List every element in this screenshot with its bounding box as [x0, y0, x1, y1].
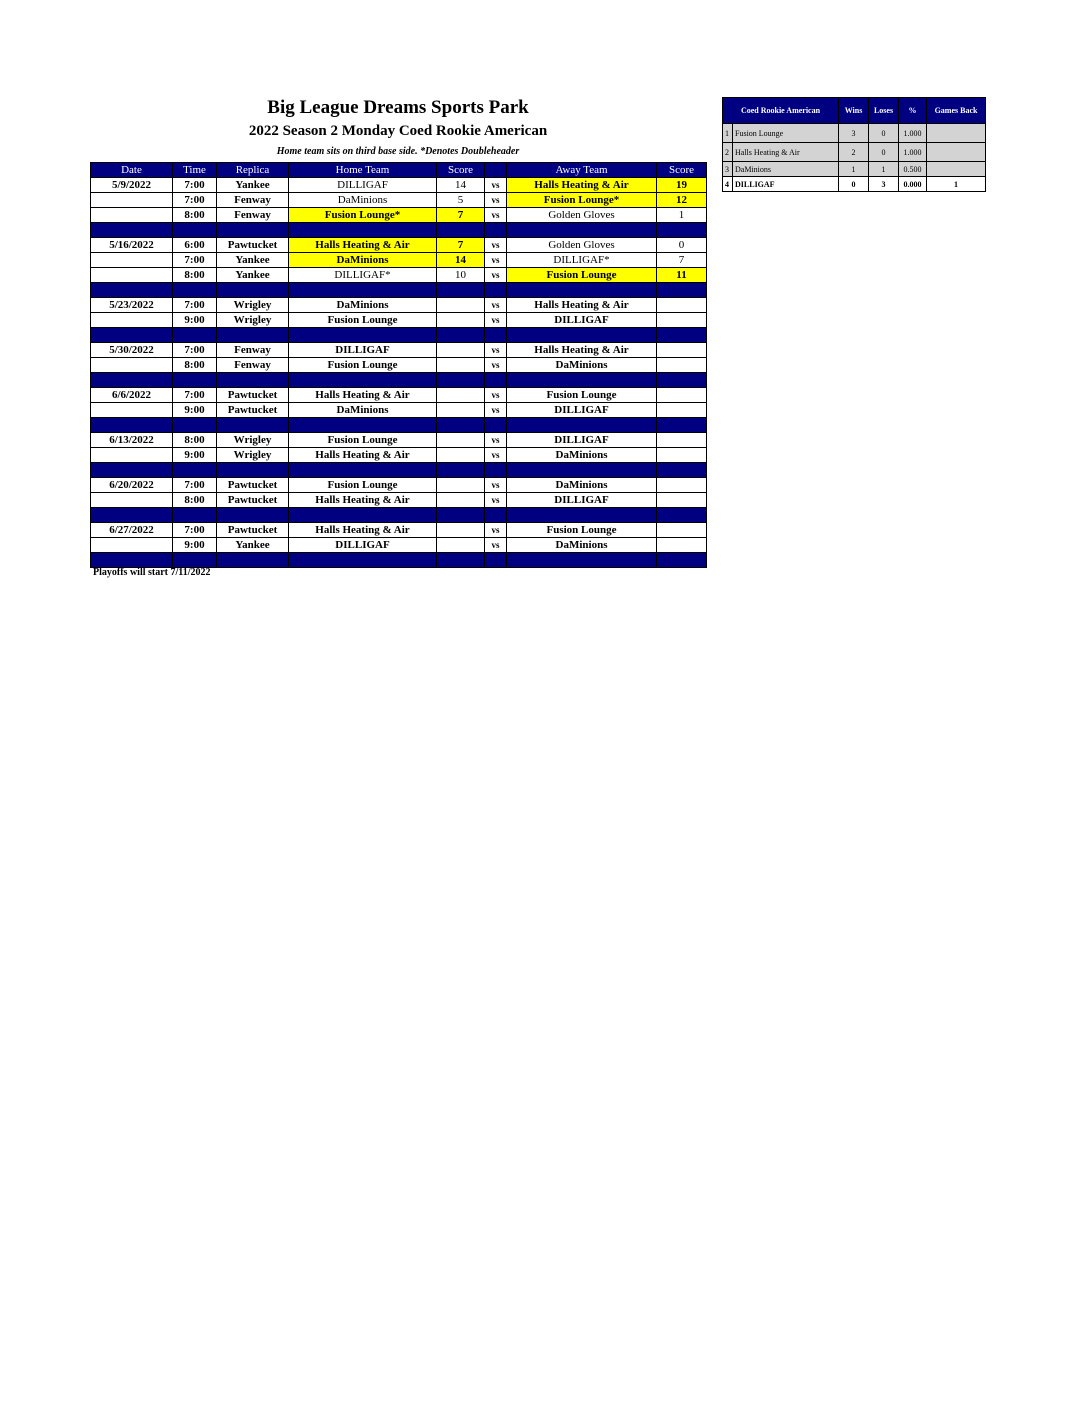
game-away-team: Golden Gloves — [507, 208, 657, 223]
week-separator — [91, 283, 707, 298]
game-home-team: Halls Heating & Air — [289, 493, 437, 508]
game-time: 8:00 — [173, 268, 217, 283]
standings-team: DILLIGAF — [733, 177, 839, 192]
playoffs-note: Playoffs will start 7/11/2022 — [93, 567, 211, 578]
game-away-score: 12 — [657, 193, 707, 208]
standings-rank: 1 — [723, 124, 733, 143]
game-time: 7:00 — [173, 253, 217, 268]
game-date — [91, 403, 173, 418]
game-vs: vs — [485, 268, 507, 283]
game-away-team: Halls Heating & Air — [507, 343, 657, 358]
col-away-score: Score — [657, 163, 707, 178]
schedule-header-row — [91, 163, 707, 178]
game-home-score: 14 — [437, 253, 485, 268]
game-home-score: 10 — [437, 268, 485, 283]
game-away-team: DaMinions — [507, 538, 657, 553]
game-replica: Wrigley — [217, 433, 289, 448]
game-vs: vs — [485, 403, 507, 418]
game-vs: vs — [485, 343, 507, 358]
game-vs: vs — [485, 433, 507, 448]
standings-row — [723, 162, 986, 177]
game-away-score: 1 — [657, 208, 707, 223]
game-away-team: Fusion Lounge — [507, 268, 657, 283]
game-date — [91, 208, 173, 223]
game-vs: vs — [485, 538, 507, 553]
schedule-table — [90, 162, 707, 568]
game-home-score — [437, 493, 485, 508]
game-date: 6/20/2022 — [91, 478, 173, 493]
week-separator — [91, 463, 707, 478]
standings-wins: 1 — [839, 162, 869, 177]
game-away-team: Golden Gloves — [507, 238, 657, 253]
game-away-team: DaMinions — [507, 478, 657, 493]
game-row — [91, 523, 707, 538]
week-separator — [91, 553, 707, 568]
game-date — [91, 358, 173, 373]
game-time: 9:00 — [173, 448, 217, 463]
game-date: 5/30/2022 — [91, 343, 173, 358]
game-away-score: 11 — [657, 268, 707, 283]
game-away-team: DaMinions — [507, 358, 657, 373]
game-home-score — [437, 448, 485, 463]
game-replica: Pawtucket — [217, 388, 289, 403]
game-away-score — [657, 343, 707, 358]
standings-col-division: Coed Rookie American — [723, 98, 839, 124]
standings-gb — [927, 143, 986, 162]
game-vs: vs — [485, 238, 507, 253]
game-date: 6/13/2022 — [91, 433, 173, 448]
game-home-team: DaMinions — [289, 403, 437, 418]
game-time: 6:00 — [173, 238, 217, 253]
game-home-team: Halls Heating & Air — [289, 523, 437, 538]
game-vs: vs — [485, 298, 507, 313]
standings-rank: 3 — [723, 162, 733, 177]
game-vs: vs — [485, 358, 507, 373]
game-away-score — [657, 433, 707, 448]
game-replica: Wrigley — [217, 448, 289, 463]
game-home-team: DILLIGAF — [289, 538, 437, 553]
game-replica: Wrigley — [217, 313, 289, 328]
game-row — [91, 388, 707, 403]
week-separator — [91, 418, 707, 433]
game-date: 5/9/2022 — [91, 178, 173, 193]
game-replica: Pawtucket — [217, 523, 289, 538]
standings-pct: 0.500 — [899, 162, 927, 177]
game-row — [91, 253, 707, 268]
standings-losses: 1 — [869, 162, 899, 177]
standings-losses: 3 — [869, 177, 899, 192]
standings-pct: 0.000 — [899, 177, 927, 192]
game-date: 6/27/2022 — [91, 523, 173, 538]
game-away-team: DILLIGAF — [507, 313, 657, 328]
game-away-team: Fusion Lounge — [507, 388, 657, 403]
game-time: 8:00 — [173, 358, 217, 373]
game-away-score — [657, 538, 707, 553]
standings-col-losses: Loses — [869, 98, 899, 124]
game-replica: Fenway — [217, 358, 289, 373]
game-away-score — [657, 313, 707, 328]
game-date — [91, 268, 173, 283]
game-row — [91, 493, 707, 508]
game-row — [91, 343, 707, 358]
game-date — [91, 493, 173, 508]
game-home-team: Fusion Lounge — [289, 313, 437, 328]
standings-team: Halls Heating & Air — [733, 143, 839, 162]
game-replica: Pawtucket — [217, 493, 289, 508]
game-vs: vs — [485, 313, 507, 328]
game-replica: Fenway — [217, 208, 289, 223]
game-away-score — [657, 448, 707, 463]
col-away-team: Away Team — [507, 163, 657, 178]
game-time: 7:00 — [173, 298, 217, 313]
game-home-score — [437, 358, 485, 373]
game-replica: Fenway — [217, 193, 289, 208]
standings-col-wins: Wins — [839, 98, 869, 124]
standings-row — [723, 124, 986, 143]
game-replica: Fenway — [217, 343, 289, 358]
page-subtitle: 2022 Season 2 Monday Coed Rookie American — [248, 123, 548, 139]
standings-pct: 1.000 — [899, 124, 927, 143]
standings-pct: 1.000 — [899, 143, 927, 162]
standings-row — [723, 143, 986, 162]
game-vs: vs — [485, 178, 507, 193]
game-home-team: DILLIGAF* — [289, 268, 437, 283]
game-replica: Pawtucket — [217, 478, 289, 493]
game-time: 8:00 — [173, 208, 217, 223]
game-row — [91, 358, 707, 373]
game-row — [91, 178, 707, 193]
week-separator — [91, 373, 707, 388]
col-vs — [485, 163, 507, 178]
game-vs: vs — [485, 208, 507, 223]
standings-row — [723, 177, 986, 192]
game-replica: Yankee — [217, 268, 289, 283]
game-replica: Pawtucket — [217, 403, 289, 418]
game-away-score — [657, 493, 707, 508]
game-replica: Wrigley — [217, 298, 289, 313]
game-row — [91, 193, 707, 208]
standings-gb: 1 — [927, 177, 986, 192]
game-away-score — [657, 403, 707, 418]
game-away-score: 19 — [657, 178, 707, 193]
game-row — [91, 208, 707, 223]
col-replica: Replica — [217, 163, 289, 178]
game-home-team: DaMinions — [289, 253, 437, 268]
standings-col-pct: % — [899, 98, 927, 124]
game-away-team: DaMinions — [507, 448, 657, 463]
game-vs: vs — [485, 478, 507, 493]
game-home-score — [437, 433, 485, 448]
game-time: 7:00 — [173, 478, 217, 493]
game-home-score — [437, 343, 485, 358]
game-row — [91, 433, 707, 448]
game-date: 6/6/2022 — [91, 388, 173, 403]
standings-wins: 2 — [839, 143, 869, 162]
game-row — [91, 238, 707, 253]
standings-table — [722, 97, 986, 192]
game-row — [91, 298, 707, 313]
game-time: 7:00 — [173, 193, 217, 208]
game-time: 7:00 — [173, 523, 217, 538]
game-away-team: Halls Heating & Air — [507, 178, 657, 193]
game-home-score — [437, 388, 485, 403]
game-replica: Yankee — [217, 253, 289, 268]
schedule-note: Home team sits on third base side. *Denotes Doubleheader — [276, 146, 520, 157]
game-time: 7:00 — [173, 388, 217, 403]
standings-wins: 3 — [839, 124, 869, 143]
col-home-team: Home Team — [289, 163, 437, 178]
game-away-score: 7 — [657, 253, 707, 268]
col-time: Time — [173, 163, 217, 178]
game-replica: Yankee — [217, 178, 289, 193]
standings-gb — [927, 162, 986, 177]
standings-rank: 2 — [723, 143, 733, 162]
standings-team: Fusion Lounge — [733, 124, 839, 143]
game-home-team: DaMinions — [289, 298, 437, 313]
game-row — [91, 313, 707, 328]
game-home-team: Fusion Lounge — [289, 433, 437, 448]
standings-losses: 0 — [869, 143, 899, 162]
week-separator — [91, 508, 707, 523]
game-time: 9:00 — [173, 313, 217, 328]
game-away-score — [657, 388, 707, 403]
game-home-team: Halls Heating & Air — [289, 448, 437, 463]
game-away-team: Fusion Lounge* — [507, 193, 657, 208]
game-date — [91, 448, 173, 463]
week-separator — [91, 328, 707, 343]
standings-col-gb: Games Back — [927, 98, 986, 124]
game-date: 5/23/2022 — [91, 298, 173, 313]
game-vs: vs — [485, 493, 507, 508]
game-home-team: DILLIGAF — [289, 343, 437, 358]
game-time: 7:00 — [173, 343, 217, 358]
game-home-score — [437, 313, 485, 328]
game-home-score — [437, 523, 485, 538]
game-replica: Yankee — [217, 538, 289, 553]
game-away-score — [657, 478, 707, 493]
game-home-team: DaMinions — [289, 193, 437, 208]
game-away-score — [657, 358, 707, 373]
game-away-score — [657, 523, 707, 538]
game-away-team: DILLIGAF — [507, 433, 657, 448]
game-home-score: 5 — [437, 193, 485, 208]
col-date: Date — [91, 163, 173, 178]
game-time: 9:00 — [173, 538, 217, 553]
game-away-score — [657, 298, 707, 313]
game-home-team: Fusion Lounge — [289, 358, 437, 373]
standings-header-row — [723, 98, 986, 124]
game-date — [91, 253, 173, 268]
game-home-score: 14 — [437, 178, 485, 193]
game-away-team: Halls Heating & Air — [507, 298, 657, 313]
game-away-team: DILLIGAF — [507, 493, 657, 508]
game-away-team: Fusion Lounge — [507, 523, 657, 538]
game-vs: vs — [485, 523, 507, 538]
game-row — [91, 538, 707, 553]
game-time: 7:00 — [173, 178, 217, 193]
standings-gb — [927, 124, 986, 143]
game-row — [91, 478, 707, 493]
game-home-score — [437, 298, 485, 313]
game-home-team: DILLIGAF — [289, 178, 437, 193]
week-separator — [91, 223, 707, 238]
game-vs: vs — [485, 388, 507, 403]
game-away-team: DILLIGAF — [507, 403, 657, 418]
game-home-team: Halls Heating & Air — [289, 238, 437, 253]
standings-wins: 0 — [839, 177, 869, 192]
standings-losses: 0 — [869, 124, 899, 143]
game-home-score — [437, 538, 485, 553]
game-row — [91, 403, 707, 418]
game-replica: Pawtucket — [217, 238, 289, 253]
game-home-score — [437, 478, 485, 493]
standings-team: DaMinions — [733, 162, 839, 177]
game-home-score: 7 — [437, 208, 485, 223]
game-home-team: Fusion Lounge — [289, 478, 437, 493]
standings-rank: 4 — [723, 177, 733, 192]
game-away-team: DILLIGAF* — [507, 253, 657, 268]
game-date — [91, 313, 173, 328]
game-away-score: 0 — [657, 238, 707, 253]
page-title: Big League Dreams Sports Park — [267, 97, 529, 118]
game-row — [91, 448, 707, 463]
game-home-team: Halls Heating & Air — [289, 388, 437, 403]
game-vs: vs — [485, 448, 507, 463]
game-vs: vs — [485, 193, 507, 208]
col-home-score: Score — [437, 163, 485, 178]
game-row — [91, 268, 707, 283]
game-time: 8:00 — [173, 433, 217, 448]
game-time: 8:00 — [173, 493, 217, 508]
game-home-score: 7 — [437, 238, 485, 253]
game-date — [91, 538, 173, 553]
game-date: 5/16/2022 — [91, 238, 173, 253]
game-home-team: Fusion Lounge* — [289, 208, 437, 223]
game-home-score — [437, 403, 485, 418]
game-vs: vs — [485, 253, 507, 268]
game-time: 9:00 — [173, 403, 217, 418]
game-date — [91, 193, 173, 208]
